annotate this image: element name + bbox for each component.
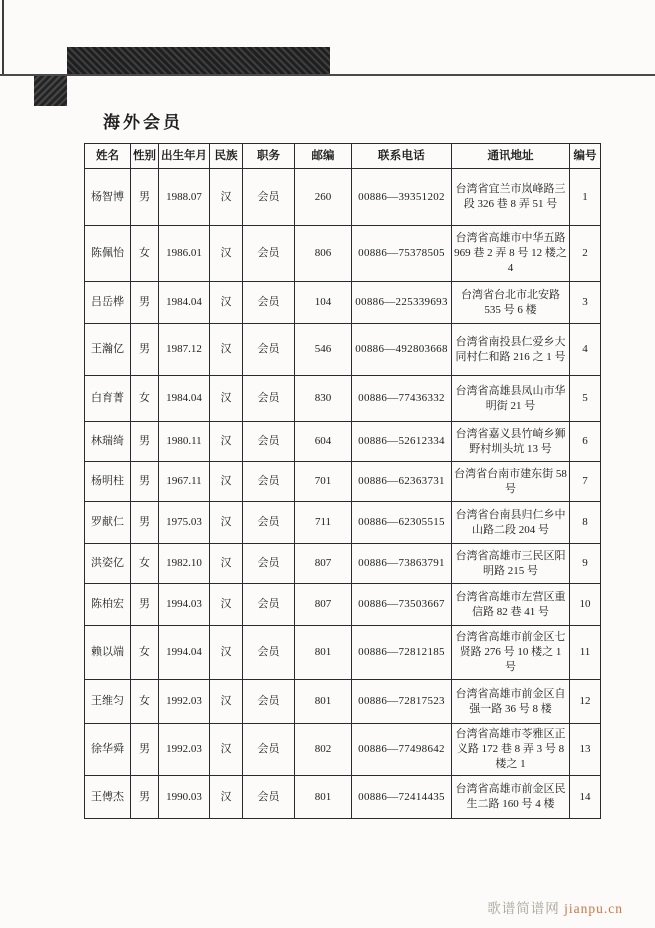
table-row bbox=[85, 376, 601, 422]
table-header bbox=[85, 144, 601, 169]
cell-birth: 1992.03 bbox=[159, 724, 210, 776]
column-header-address: 通讯地址 bbox=[452, 144, 570, 169]
members-table bbox=[84, 143, 601, 819]
cell-ethnic: 汉 bbox=[210, 282, 243, 324]
cell-birth: 1990.03 bbox=[159, 776, 210, 819]
cell-gender: 男 bbox=[131, 169, 159, 226]
cell-zip: 801 bbox=[295, 776, 352, 819]
cell-no: 5 bbox=[570, 376, 601, 422]
column-header-birth: 出生年月 bbox=[159, 144, 210, 169]
cell-name: 洪姿亿 bbox=[85, 544, 131, 584]
cell-gender: 女 bbox=[131, 544, 159, 584]
scan-smudge-square bbox=[34, 76, 67, 106]
cell-phone: 00886—72812185 bbox=[352, 626, 452, 680]
cell-phone: 00886—77436332 bbox=[352, 376, 452, 422]
cell-name: 陈佩怡 bbox=[85, 226, 131, 282]
cell-phone: 00886—72414435 bbox=[352, 776, 452, 819]
cell-gender: 男 bbox=[131, 584, 159, 626]
cell-address: 台湾省高雄市三民区阳明路 215 号 bbox=[452, 544, 570, 584]
cell-gender: 男 bbox=[131, 776, 159, 819]
watermark-site-url: jianpu.cn bbox=[564, 901, 623, 916]
cell-gender: 女 bbox=[131, 376, 159, 422]
cell-position: 会员 bbox=[243, 724, 295, 776]
cell-zip: 801 bbox=[295, 680, 352, 724]
header-row bbox=[85, 144, 601, 169]
table-row bbox=[85, 502, 601, 544]
cell-position: 会员 bbox=[243, 776, 295, 819]
cell-zip: 801 bbox=[295, 626, 352, 680]
column-header-phone: 联系电话 bbox=[352, 144, 452, 169]
cell-no: 1 bbox=[570, 169, 601, 226]
table-row bbox=[85, 324, 601, 376]
cell-name: 陈柏宏 bbox=[85, 584, 131, 626]
cell-no: 12 bbox=[570, 680, 601, 724]
cell-name: 杨明柱 bbox=[85, 462, 131, 502]
column-header-gender: 性别 bbox=[131, 144, 159, 169]
cell-phone: 00886—39351202 bbox=[352, 169, 452, 226]
cell-zip: 701 bbox=[295, 462, 352, 502]
cell-phone: 00886—62305515 bbox=[352, 502, 452, 544]
cell-phone: 00886—62363731 bbox=[352, 462, 452, 502]
cell-phone: 00886—72817523 bbox=[352, 680, 452, 724]
cell-address: 台湾省嘉义县竹崎乡狮野村圳头坑 13 号 bbox=[452, 422, 570, 462]
cell-address: 台湾省台南市建东街 58 号 bbox=[452, 462, 570, 502]
cell-name: 林瑞绮 bbox=[85, 422, 131, 462]
cell-zip: 802 bbox=[295, 724, 352, 776]
cell-phone: 00886—73503667 bbox=[352, 584, 452, 626]
cell-position: 会员 bbox=[243, 626, 295, 680]
cell-address: 台湾省台南县归仁乡中山路二段 204 号 bbox=[452, 502, 570, 544]
cell-zip: 711 bbox=[295, 502, 352, 544]
table-row bbox=[85, 776, 601, 819]
cell-ethnic: 汉 bbox=[210, 422, 243, 462]
cell-birth: 1988.07 bbox=[159, 169, 210, 226]
cell-gender: 男 bbox=[131, 282, 159, 324]
table-row bbox=[85, 544, 601, 584]
table-row bbox=[85, 169, 601, 226]
cell-phone: 00886—492803668 bbox=[352, 324, 452, 376]
cell-zip: 546 bbox=[295, 324, 352, 376]
cell-address: 台湾省高雄市前金区七贤路 276 号 10 楼之 1 号 bbox=[452, 626, 570, 680]
column-header-name: 姓名 bbox=[85, 144, 131, 169]
cell-no: 11 bbox=[570, 626, 601, 680]
scan-smudge-band bbox=[67, 47, 330, 75]
page-edge-line bbox=[2, 0, 4, 75]
cell-birth: 1987.12 bbox=[159, 324, 210, 376]
cell-name: 王维匀 bbox=[85, 680, 131, 724]
cell-position: 会员 bbox=[243, 169, 295, 226]
cell-no: 9 bbox=[570, 544, 601, 584]
cell-ethnic: 汉 bbox=[210, 776, 243, 819]
cell-ethnic: 汉 bbox=[210, 226, 243, 282]
table-row bbox=[85, 584, 601, 626]
table-body bbox=[85, 169, 601, 819]
cell-name: 王瀚亿 bbox=[85, 324, 131, 376]
table-row bbox=[85, 462, 601, 502]
cell-name: 白育菁 bbox=[85, 376, 131, 422]
cell-position: 会员 bbox=[243, 324, 295, 376]
cell-phone: 00886—77498642 bbox=[352, 724, 452, 776]
cell-no: 10 bbox=[570, 584, 601, 626]
cell-ethnic: 汉 bbox=[210, 626, 243, 680]
cell-gender: 男 bbox=[131, 422, 159, 462]
column-header-position: 职务 bbox=[243, 144, 295, 169]
cell-gender: 男 bbox=[131, 724, 159, 776]
cell-zip: 260 bbox=[295, 169, 352, 226]
horizontal-rule bbox=[0, 74, 655, 76]
cell-position: 会员 bbox=[243, 376, 295, 422]
cell-zip: 104 bbox=[295, 282, 352, 324]
cell-gender: 男 bbox=[131, 502, 159, 544]
cell-birth: 1992.03 bbox=[159, 680, 210, 724]
cell-ethnic: 汉 bbox=[210, 680, 243, 724]
cell-zip: 806 bbox=[295, 226, 352, 282]
column-header-ethnic: 民族 bbox=[210, 144, 243, 169]
cell-phone: 00886—52612334 bbox=[352, 422, 452, 462]
table-row bbox=[85, 680, 601, 724]
cell-name: 罗献仁 bbox=[85, 502, 131, 544]
cell-no: 6 bbox=[570, 422, 601, 462]
watermark-site-name: 歌谱简谱网 bbox=[487, 901, 560, 916]
table-row bbox=[85, 226, 601, 282]
cell-no: 14 bbox=[570, 776, 601, 819]
cell-birth: 1984.04 bbox=[159, 282, 210, 324]
cell-gender: 男 bbox=[131, 324, 159, 376]
cell-position: 会员 bbox=[243, 584, 295, 626]
cell-position: 会员 bbox=[243, 226, 295, 282]
cell-phone: 00886—73863791 bbox=[352, 544, 452, 584]
cell-no: 2 bbox=[570, 226, 601, 282]
table-row bbox=[85, 626, 601, 680]
cell-ethnic: 汉 bbox=[210, 462, 243, 502]
cell-zip: 807 bbox=[295, 584, 352, 626]
cell-ethnic: 汉 bbox=[210, 502, 243, 544]
watermark bbox=[487, 897, 623, 917]
cell-position: 会员 bbox=[243, 462, 295, 502]
cell-address: 台湾省高雄市左营区重信路 82 巷 41 号 bbox=[452, 584, 570, 626]
table-row bbox=[85, 282, 601, 324]
cell-address: 台湾省高雄市苓雅区正义路 172 巷 8 弄 3 号 8 楼之 1 bbox=[452, 724, 570, 776]
cell-no: 13 bbox=[570, 724, 601, 776]
cell-gender: 女 bbox=[131, 226, 159, 282]
cell-position: 会员 bbox=[243, 680, 295, 724]
cell-address: 台湾省高雄市前金区民生二路 160 号 4 楼 bbox=[452, 776, 570, 819]
cell-address: 台湾省南投县仁爱乡大同村仁和路 216 之 1 号 bbox=[452, 324, 570, 376]
cell-no: 7 bbox=[570, 462, 601, 502]
cell-name: 赖以端 bbox=[85, 626, 131, 680]
cell-address: 台湾省台北市北安路 535 号 6 楼 bbox=[452, 282, 570, 324]
cell-position: 会员 bbox=[243, 422, 295, 462]
cell-zip: 807 bbox=[295, 544, 352, 584]
cell-birth: 1984.04 bbox=[159, 376, 210, 422]
section-title: 海外会员 bbox=[103, 113, 183, 132]
cell-birth: 1994.04 bbox=[159, 626, 210, 680]
cell-name: 吕岳桦 bbox=[85, 282, 131, 324]
cell-zip: 604 bbox=[295, 422, 352, 462]
cell-no: 4 bbox=[570, 324, 601, 376]
column-header-no: 编号 bbox=[570, 144, 601, 169]
cell-position: 会员 bbox=[243, 282, 295, 324]
cell-no: 8 bbox=[570, 502, 601, 544]
cell-gender: 女 bbox=[131, 680, 159, 724]
cell-no: 3 bbox=[570, 282, 601, 324]
cell-ethnic: 汉 bbox=[210, 169, 243, 226]
cell-birth: 1975.03 bbox=[159, 502, 210, 544]
cell-birth: 1967.11 bbox=[159, 462, 210, 502]
table-row bbox=[85, 422, 601, 462]
cell-birth: 1986.01 bbox=[159, 226, 210, 282]
cell-ethnic: 汉 bbox=[210, 376, 243, 422]
cell-ethnic: 汉 bbox=[210, 544, 243, 584]
cell-position: 会员 bbox=[243, 502, 295, 544]
column-header-zip: 邮编 bbox=[295, 144, 352, 169]
cell-phone: 00886—225339693 bbox=[352, 282, 452, 324]
cell-name: 王傅杰 bbox=[85, 776, 131, 819]
cell-address: 台湾省高雄市前金区自强一路 36 号 8 楼 bbox=[452, 680, 570, 724]
cell-ethnic: 汉 bbox=[210, 724, 243, 776]
cell-birth: 1980.11 bbox=[159, 422, 210, 462]
cell-name: 杨智博 bbox=[85, 169, 131, 226]
cell-phone: 00886—75378505 bbox=[352, 226, 452, 282]
cell-birth: 1982.10 bbox=[159, 544, 210, 584]
cell-ethnic: 汉 bbox=[210, 324, 243, 376]
cell-zip: 830 bbox=[295, 376, 352, 422]
cell-address: 台湾省高雄县凤山市华明街 21 号 bbox=[452, 376, 570, 422]
cell-birth: 1994.03 bbox=[159, 584, 210, 626]
cell-gender: 女 bbox=[131, 626, 159, 680]
cell-gender: 男 bbox=[131, 462, 159, 502]
cell-position: 会员 bbox=[243, 544, 295, 584]
cell-ethnic: 汉 bbox=[210, 584, 243, 626]
cell-address: 台湾省宜兰市岚峰路三段 326 巷 8 弄 51 号 bbox=[452, 169, 570, 226]
cell-name: 徐华舜 bbox=[85, 724, 131, 776]
cell-address: 台湾省高雄市中华五路 969 巷 2 弄 8 号 12 楼之 4 bbox=[452, 226, 570, 282]
table-row bbox=[85, 724, 601, 776]
